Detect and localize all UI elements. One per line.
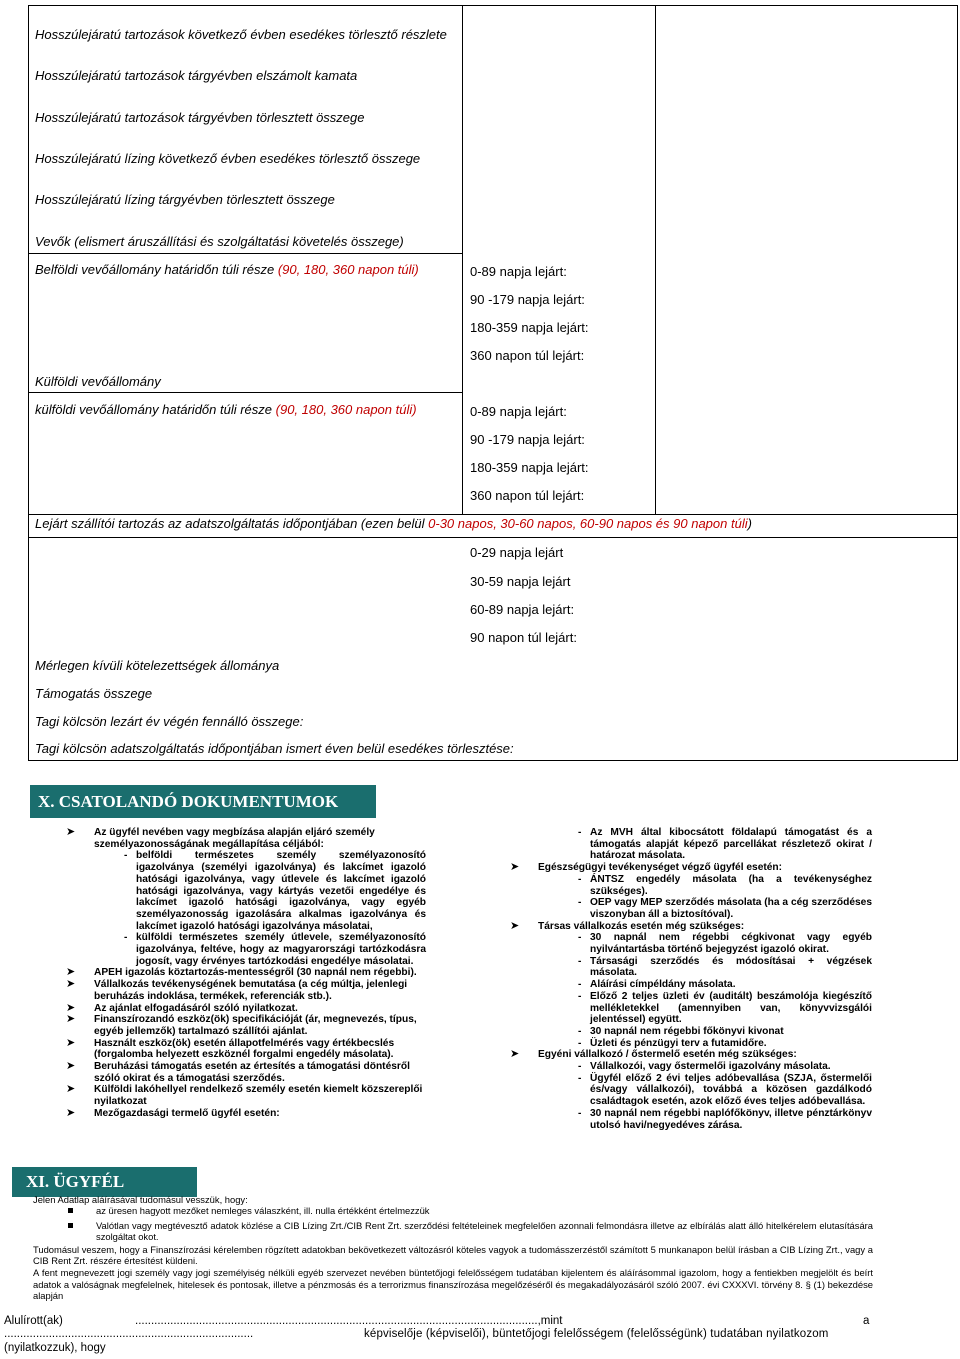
aging-item: 180-359 napja lejárt: [470,460,589,475]
section-x-left [66,827,426,1120]
bullet-icon [68,1223,73,1228]
signer-dots: ..............................................................................................................................,mint [135,1315,563,1327]
table-row-label: Vevők (elismert áruszállítási és szolgáltatási követelés összege) [35,234,404,249]
chevron-right-icon: ➤ [66,826,76,838]
table-row-label: Hosszúlejáratú tartozások tárgyévben elszámolt kamata [35,68,358,83]
doc-item: Egészségügyi tevékenységet végző ügyfél esetén: [538,862,783,874]
kulfoldi-label: külföldi vevőállomány határidőn túli része (90, 180, 360 napon túli) [35,402,417,417]
chevron-right-icon: ➤ [66,966,76,979]
doc-item: Az ügyfél nevében vagy megbízása alapján eljáró személy személyazonosságának megállapítása céljából: [94,827,375,850]
aging-item: 0-89 napja lejárt: [470,404,567,419]
kulfoldi-title: Külföldi vevőállomány [35,374,161,389]
chevron-right-icon: ➤ [66,1036,76,1049]
belfoldi-label: Belföldi vevőállomány határidőn túli része (90, 180, 360 napon túli) [35,262,419,277]
doc-item: Mezőgazdasági termelő ügyfél esetén: [94,1107,280,1119]
doc-subitem: - belföldi természetes személy személyazonosító igazolványa (személyi igazolványa) és lakcímet igazoló hatósági igazolványa, vagy útlevele és lakcímet igazoló hatósági igazolványa, vagy kártyás vezetői engedélye és lakcímet igazoló hatósági igazolványa, vagy egyéb személyazonosság igazolására alkalmas igazolványa és lakcímet igazoló hatósági igazolványa másolatai, [124,850,426,932]
doc-subitem: - Ügyfél előző 2 évi teljes adóbevallása (SZJA, őstermelői és/vagy vállalkozói), továbbá a közösen gazdálkodó családtagok esetén, azok előző éves teljes adóbevallása. [578,1073,872,1108]
xi-bullet: az üresen hagyott mezőket nemleges válaszként, ill. nulla értékként értelmezzük [96,1205,430,1217]
doc-item: Beruházási támogatás esetén az értesítés a támogatási döntésről szóló okirat és a támogatási szerződés. [94,1061,410,1084]
doc-item: Vállalkozás tevékenységének bemutatása (a cég múltja, jelenlegi beruházás indoklása, termékek, referenciák stb.). [94,979,408,1002]
signer-a: a [863,1315,870,1327]
doc-subitem: - Aláírási címpéldány másolata. [578,979,872,991]
doc-subitem: - külföldi természetes személy útlevele, személyazonosító igazolványa, feltéve, hogy az magyarországi tartózkodásra jogosít, vagy érvényes tartózkodási engedélye másolatai. [124,932,426,967]
doc-subitem: - 30 napnál nem régebbi cégkivonat vagy egyéb nyilvántartásba történő bejegyzést igazoló okirat. [578,932,872,955]
aging-item: 360 napon túl lejárt: [470,488,585,503]
chevron-right-icon: ➤ [510,919,520,932]
table-row-label: Hosszúlejáratú lízing tárgyévben törlesztett összege [35,192,335,207]
table-row-label: Hosszúlejáratú tartozások következő évben esedékes törlesztő részlete [35,27,447,42]
bullet-icon [68,1208,73,1213]
rep-last: (nyilatkozzuk), hogy [4,1342,106,1354]
rep-text: képviselője (képviselői), büntetőjogi felelősségem (felelősségünk) tudatában nyilatkozom [364,1328,829,1340]
doc-subitem: - OEP vagy MEP szerződés másolata (ha a cég szerződéses viszonyban áll a biztosítóval). [578,897,872,920]
table-row-label: Hosszúlejáratú lízing következő évben esedékes törlesztő összege [35,151,421,166]
table-row-label: Támogatás összege [35,686,153,701]
xi-intro: Jelen Adatlap aláírásával tudomásul vesszük, hogy: [33,1194,248,1205]
doc-item: Külföldi lakóhellyel rendelkező személy esetén kiemelt közszereplői nyilatkozat [94,1084,423,1108]
aging-item: 90 -179 napja lejárt: [470,292,585,307]
xi-paragraph: Tudomásul veszem, hogy a Finanszírozási kérelemben rögzített adatokban bekövetkezett változásról köteles vagyok a tudomásszerzéstől számított 5 munkanapon belül írásban a CIB Lízing Zrt., vagy a CIB Rent Zrt. részére értesítést küldeni. [33,1243,873,1267]
doc-item: Finanszírozandó eszköz(ök) specifikációját (ár, megnevezés, típus, egyéb jellemzők) tartalmazó szállítói ajánlat. [94,1014,417,1037]
chevron-right-icon: ➤ [66,1001,76,1014]
doc-subitem: - ÁNTSZ engedély másolata (ha a tevékenységhez szükséges). [578,874,872,897]
table-row-label: Tagi kölcsön adatszolgáltatás időpontjában ismert éven belül esedékes törlesztése: [35,741,514,756]
chevron-right-icon: ➤ [66,1106,76,1119]
section-xi-title: XI. ÜGYFÉL [12,1167,197,1197]
table-row-label: Mérlegen kívüli kötelezettségek állománya [35,658,280,673]
doc-subitem: - Az MVH által kibocsátott földalapú támogatást és a támogatás alapját képező parcellákat részletező okirat / határozat másolata. [578,827,872,862]
table-row-label: Tagi kölcsön lezárt év végén fennálló összege: [35,714,304,729]
section-x-right [510,827,872,1131]
doc-subitem: - 30 napnál nem régebbi főkönyvi kivonat [578,1026,872,1038]
doc-subitem: - Társasági szerződés és módosításai + végzések másolata. [578,956,872,979]
signer-label: Alulírott(ak) [4,1315,63,1327]
aging-item: 0-89 napja lejárt: [470,264,567,279]
doc-item: Használt eszköz(ök) esetén állapotfelmérés vagy értékbecslés (forgalomba helyezett eszköznél forgalmi engedély másolata). [94,1037,395,1061]
doc-item: Társas vállalkozás esetén még szükséges: [538,920,745,932]
chevron-right-icon: ➤ [66,1083,76,1096]
xi-paragraph: A fent megnevezett jogi személy vagy jogi személyiség nélküli egyéb szervezet nevében büntetőjogi felelősségem tudatában kijelentem és aláírásommal igazolom, hogy a fentiekben megjelölt és beírt adatok a valóságnak megfelelnek, hitelesek és pontosak, illetve a pénzmosás és a terrorizmus finanszírozása megelőzéséről és megakadályozásáról szóló 2007. évi CXXXVI. törvény 8. § (1) bekezdése alapján [33,1267,873,1302]
doc-subitem: - Üzleti és pénzügyi terv a futamidőre. [578,1038,872,1050]
aging-item: 0-29 napja lejárt [470,545,564,560]
section-x-title: X. CSATOLANDÓ DOKUMENTUMOK [30,785,376,818]
chevron-right-icon: ➤ [66,1060,76,1073]
doc-item: Az ajánlat elfogadásáról szóló nyilatkozat. [94,1002,298,1014]
doc-item: Egyéni vállalkozó / őstermelő esetén még szükséges: [538,1049,797,1061]
doc-subitem: - Vállalkozói, vagy őstermelői igazolvány másolata. [578,1061,872,1073]
chevron-right-icon: ➤ [510,861,520,874]
aging-item: 90 napon túl lejárt: [470,630,577,645]
section-xi-body [33,1194,873,1302]
chevron-right-icon: ➤ [510,1048,520,1061]
doc-item: APEH igazolás köztartozás-mentességről (30 napnál nem régebbi). [94,967,417,979]
chevron-right-icon: ➤ [66,1013,76,1026]
chevron-right-icon: ➤ [66,978,76,991]
xi-bullet: Valótlan vagy megtévesztő adatok közlése a CIB Lízing Zrt./CIB Rent Zrt. szerződési feltételeinek megfelelően azonnali felmondásra illetve az elbírálás alatt álló hitelkérelem elutasítására szolgáltat okot. [96,1219,873,1243]
aging-item: 60-89 napja lejárt: [470,602,575,617]
aging-item: 180-359 napja lejárt: [470,320,589,335]
lejart-label: Lejárt szállítói tartozás az adatszolgáltatás időpontjában (ezen belül 0-30 napos, 30-60 napos, 60-90 napos és 90 napon túli) [35,516,752,531]
doc-subitem: - Előző 2 teljes üzleti év (auditált) beszámolója kiegészítő mellékletekkel (amennyiben van, könyvvizsgálói jelentéssel) együtt. [578,991,872,1026]
aging-item: 90 -179 napja lejárt: [470,432,585,447]
aging-item: 360 napon túl lejárt: [470,348,585,363]
table-row-label: Hosszúlejáratú tartozások tárgyévben törlesztett összege [35,110,365,125]
aging-item: 30-59 napja lejárt [470,574,571,589]
doc-subitem: - 30 napnál nem régebbi naplófőkönyv, illetve pénztárkönyv utolsó havi/negyedéves zárása. [578,1108,872,1131]
rep-dots: .............................................................................. [4,1328,254,1340]
